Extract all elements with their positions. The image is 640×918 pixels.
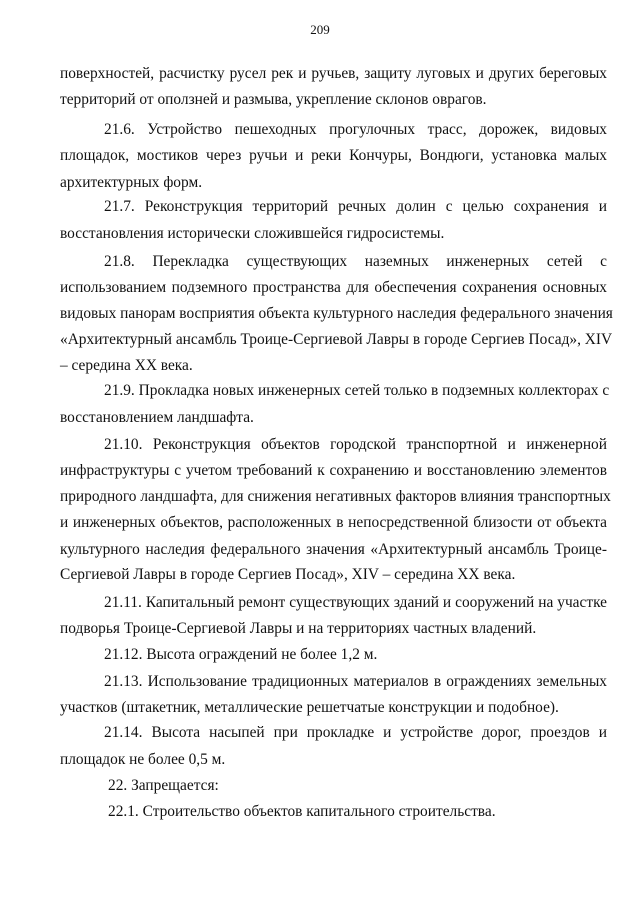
page-number: 209 xyxy=(310,22,330,37)
text-line: территорий от оползней и размыва, укрепление склонов оврагов. xyxy=(60,91,487,108)
text-line: площадок, мостиков через ручьи и реки Кончуры, Вондюги, установка малых xyxy=(60,147,607,164)
text-line: 21.13. Использование традиционных материалов в ограждениях земельных xyxy=(104,673,607,690)
text-line: восстановлением ландшафта. xyxy=(60,409,254,426)
text-line: 22.1. Строительство объектов капитального строительства. xyxy=(108,803,496,820)
text-line: 21.8. Перекладка существующих наземных инженерных сетей с xyxy=(104,253,607,270)
text-line: культурного наследия федерального значения «Архитектурный ансамбль Троице- xyxy=(60,541,607,558)
text-line: 21.12. Высота ограждений не более 1,2 м. xyxy=(104,646,378,663)
section-heading: 22. Запрещается: xyxy=(108,777,219,794)
text-line: «Архитектурный ансамбль Троице-Сергиевой Лавры в городе Сергиев Посад», XIV xyxy=(60,331,613,348)
text-line: инфраструктуры с учетом требований к сохранению и восстановлению элементов xyxy=(60,462,607,479)
text-line: 21.9. Прокладка новых инженерных сетей только в подземных коллекторах с xyxy=(104,382,610,399)
text-line: восстановления исторически сложившейся гидросистемы. xyxy=(60,225,445,242)
text-line: природного ландшафта, для снижения негативных факторов влияния транспортных xyxy=(60,488,611,505)
text-line: видовых панорам восприятия объекта культурного наследия федерального значения xyxy=(60,305,613,322)
text-line: Сергиевой Лавры в городе Сергиев Посад», XIV – середина XX века. xyxy=(60,566,516,583)
text-line: 21.11. Капитальный ремонт существующих зданий и сооружений на участке xyxy=(104,594,607,611)
text-line: площадок не более 0,5 м. xyxy=(60,751,226,768)
text-line: 21.7. Реконструкция территорий речных долин с целью сохранения и xyxy=(104,198,607,215)
text-line: 21.14. Высота насыпей при прокладке и устройстве дорог, проездов и xyxy=(104,724,607,741)
text-line: и инженерных объектов, расположенных в непосредственной близости от объекта xyxy=(60,514,607,531)
text-line: участков (штакетник, металлические решетчатые конструкции и подобное). xyxy=(60,699,559,716)
text-line: архитектурных форм. xyxy=(60,174,203,191)
text-line: использованием подземного пространства для обеспечения сохранения основных xyxy=(60,279,607,296)
text-line: подворья Троице-Сергиевой Лавры и на территориях частных владений. xyxy=(60,620,537,637)
text-line: 21.10. Реконструкция объектов городской транспортной и инженерной xyxy=(104,436,607,453)
text-line: поверхностей, расчистку русел рек и ручьев, защиту луговых и других береговых xyxy=(60,65,607,82)
text-line: – середина XX века. xyxy=(60,357,193,374)
text-line: 21.6. Устройство пешеходных прогулочных трасс, дорожек, видовых xyxy=(104,121,607,138)
